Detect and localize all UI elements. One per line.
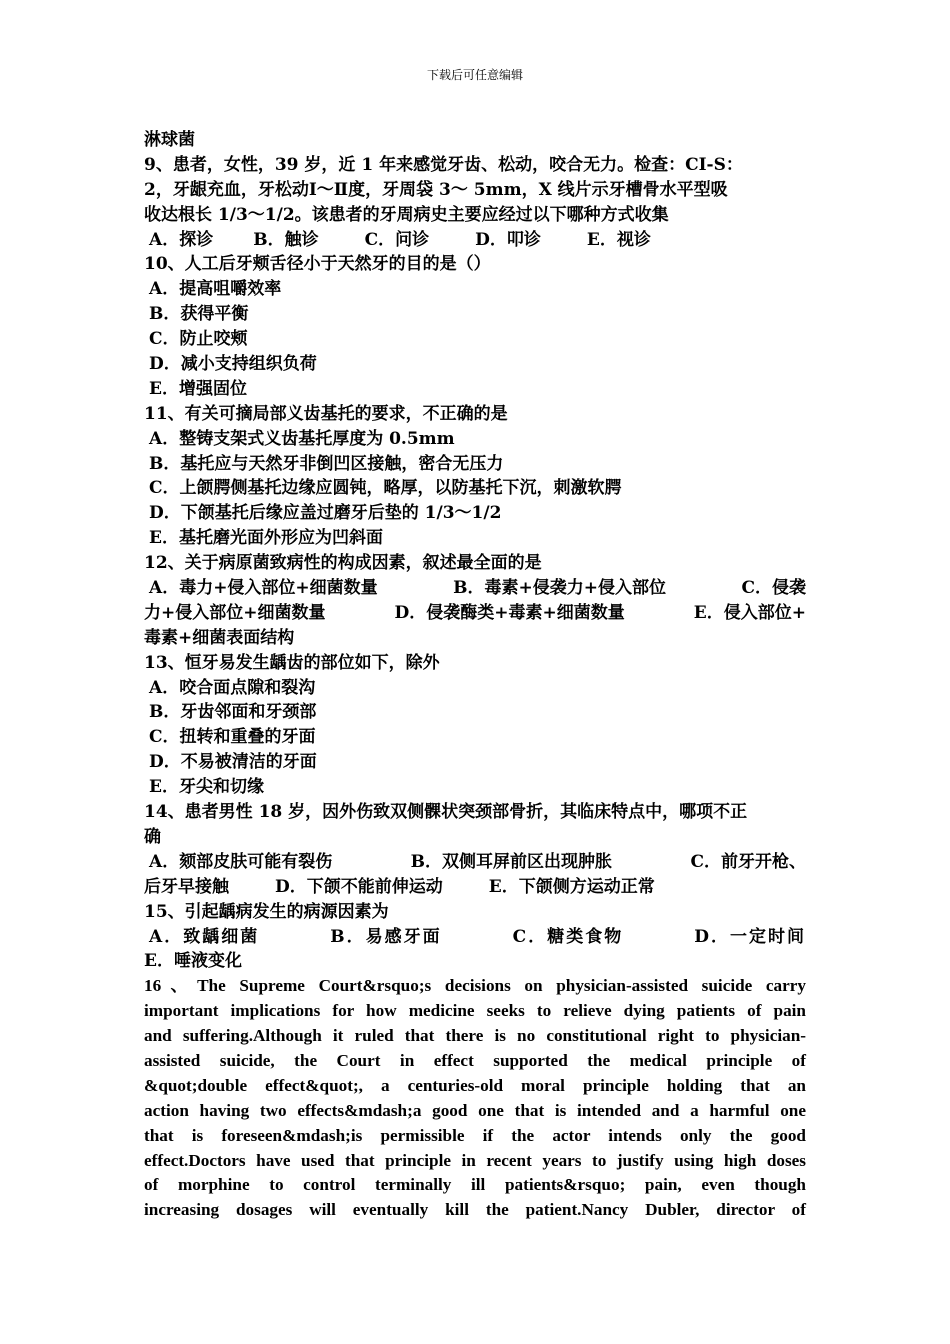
option-c: C．侵袭 bbox=[741, 578, 806, 599]
option-b: B．毒素+侵袭力+侵入部位 bbox=[453, 578, 666, 599]
question-16-text-line: &quot;double effect&quot;, a centuries-old moral principle holding that an bbox=[144, 1075, 806, 1095]
question-15-options-row bbox=[144, 925, 806, 950]
option-e: E．唾液变化 bbox=[144, 951, 242, 972]
option-d: D．下颌不能前伸运动 bbox=[275, 876, 443, 897]
question-9-stem: 9、患者，女性，39 岁，近 1 年来感觉牙齿、松动，咬合无力。检查：CI-S： bbox=[144, 154, 743, 175]
document-body bbox=[144, 128, 806, 1223]
question-14-options-row bbox=[144, 850, 806, 875]
page-header: 下载后可任意编辑 bbox=[426, 68, 523, 82]
question-9-options bbox=[144, 228, 806, 253]
question-13-option: A．咬合面点隙和裂沟 bbox=[149, 677, 316, 698]
option-a: A．探诊 bbox=[149, 229, 214, 250]
question-11-option: C．上颌腭侧基托边缘应圆钝，略厚，以防基托下沉，刺激软腭 bbox=[149, 478, 622, 499]
text-line: 淋球菌 bbox=[144, 130, 195, 150]
question-11-option: E．基托磨光面外形应为凹斜面 bbox=[149, 528, 383, 549]
question-16-text-line: increasing dosages will eventually kill the patient.Nancy Dubler, director of bbox=[144, 1200, 806, 1220]
question-16-text-line: effect.Doctors have used that principle in recent years to justify using high doses bbox=[144, 1150, 806, 1170]
question-16-text-line: and suffering.Although it ruled that there is no constitutional right to physician- bbox=[144, 1026, 806, 1046]
option-a: A．毒力+侵入部位+细菌数量 bbox=[149, 578, 378, 599]
question-13-option: D．不易被清洁的牙面 bbox=[149, 752, 317, 773]
option-a: A．致龋细菌 bbox=[149, 926, 260, 947]
option-d: D．叩诊 bbox=[475, 229, 541, 250]
option-d: D．侵袭酶类+毒素+细菌数量 bbox=[394, 602, 625, 623]
question-16-text-line: assisted suicide, the Court in effect supported the medical principle of bbox=[144, 1050, 806, 1070]
option-b: B．双侧耳屏前区出现肿胀 bbox=[410, 851, 613, 872]
question-9-stem: 2，牙龈充血，牙松动Ⅰ～Ⅱ度，牙周袋 3～ 5mm，X 线片示牙槽骨水平型吸 bbox=[144, 179, 728, 200]
question-11-option: A．整铸支架式义齿基托厚度为 0.5mm bbox=[149, 428, 455, 449]
option-e-continued: 毒素+细菌表面结构 bbox=[144, 627, 295, 648]
question-10-option: B．获得平衡 bbox=[149, 304, 249, 325]
question-16-text-line: important implications for how medicine seeks to relieve dying patients of pain bbox=[144, 1001, 806, 1021]
question-10-option: D．减小支持组织负荷 bbox=[149, 354, 317, 375]
question-13-option: C．扭转和重叠的牙面 bbox=[149, 727, 316, 748]
option-e: E．下颌侧方运动正常 bbox=[488, 876, 655, 897]
question-10-option: A．提高咀嚼效率 bbox=[149, 279, 282, 300]
question-10-option: E．增强固位 bbox=[149, 378, 247, 399]
question-13-option: E．牙尖和切缘 bbox=[149, 777, 264, 798]
option-c-continued: 力+侵入部位+细菌数量 bbox=[144, 602, 326, 623]
option-c-continued: 后牙早接触 bbox=[144, 876, 229, 897]
question-11-stem: 11、有关可摘局部义齿基托的要求，不正确的是 bbox=[144, 403, 508, 424]
option-b: B．易感牙面 bbox=[330, 926, 442, 947]
question-12-options-row bbox=[144, 601, 806, 626]
question-12-stem: 12、关于病原菌致病性的构成因素，叙述最全面的是 bbox=[144, 553, 542, 574]
option-b: B．触诊 bbox=[253, 229, 319, 250]
question-16-text-line: 16、The Supreme Court&rsquo;s decisions on physician-assisted suicide carry bbox=[144, 976, 806, 996]
question-10-stem: 10、人工后牙颊舌径小于天然牙的目的是（） bbox=[144, 254, 491, 275]
option-c: C．糖类食物 bbox=[512, 926, 624, 947]
question-13-option: B．牙齿邻面和牙颈部 bbox=[149, 702, 317, 723]
question-16-text-line: action having two effects&mdash;a good one that is intended and a harmful one bbox=[144, 1100, 806, 1120]
question-16-text-line: of morphine to control terminally ill patients&rsquo; pain, even though bbox=[144, 1175, 806, 1195]
question-9-stem: 收达根长 1/3～1/2。该患者的牙周病史主要应经过以下哪种方式收集 bbox=[144, 204, 669, 225]
question-13-stem: 13、恒牙易发生龋齿的部位如下，除外 bbox=[144, 652, 440, 673]
question-16-text-line: that is foreseen&mdash;is permissible if the actor intends only the good bbox=[144, 1125, 806, 1145]
option-d: D．一定时间 bbox=[694, 926, 806, 947]
option-e: E．侵入部位+ bbox=[693, 602, 806, 623]
question-14-stem: 确 bbox=[144, 826, 161, 847]
option-c: C．问诊 bbox=[364, 229, 430, 250]
question-14-stem: 14、患者男性 18 岁，因外伤致双侧髁状突颈部骨折，其临床特点中，哪项不正 bbox=[144, 802, 748, 823]
option-c: C．前牙开枪、 bbox=[690, 851, 806, 872]
question-12-options-row bbox=[144, 576, 806, 601]
question-14-options-row bbox=[144, 875, 806, 900]
option-a: A．颏部皮肤可能有裂伤 bbox=[149, 851, 333, 872]
question-11-option: D．下颌基托后缘应盖过磨牙后垫的 1/3～1/2 bbox=[149, 503, 502, 524]
question-11-option: B．基托应与天然牙非倒凹区接触，密合无压力 bbox=[149, 453, 504, 474]
question-15-stem: 15、引起龋病发生的病源因素为 bbox=[144, 901, 389, 922]
option-e: E．视诊 bbox=[586, 229, 651, 250]
question-10-option: C．防止咬颊 bbox=[149, 329, 248, 350]
